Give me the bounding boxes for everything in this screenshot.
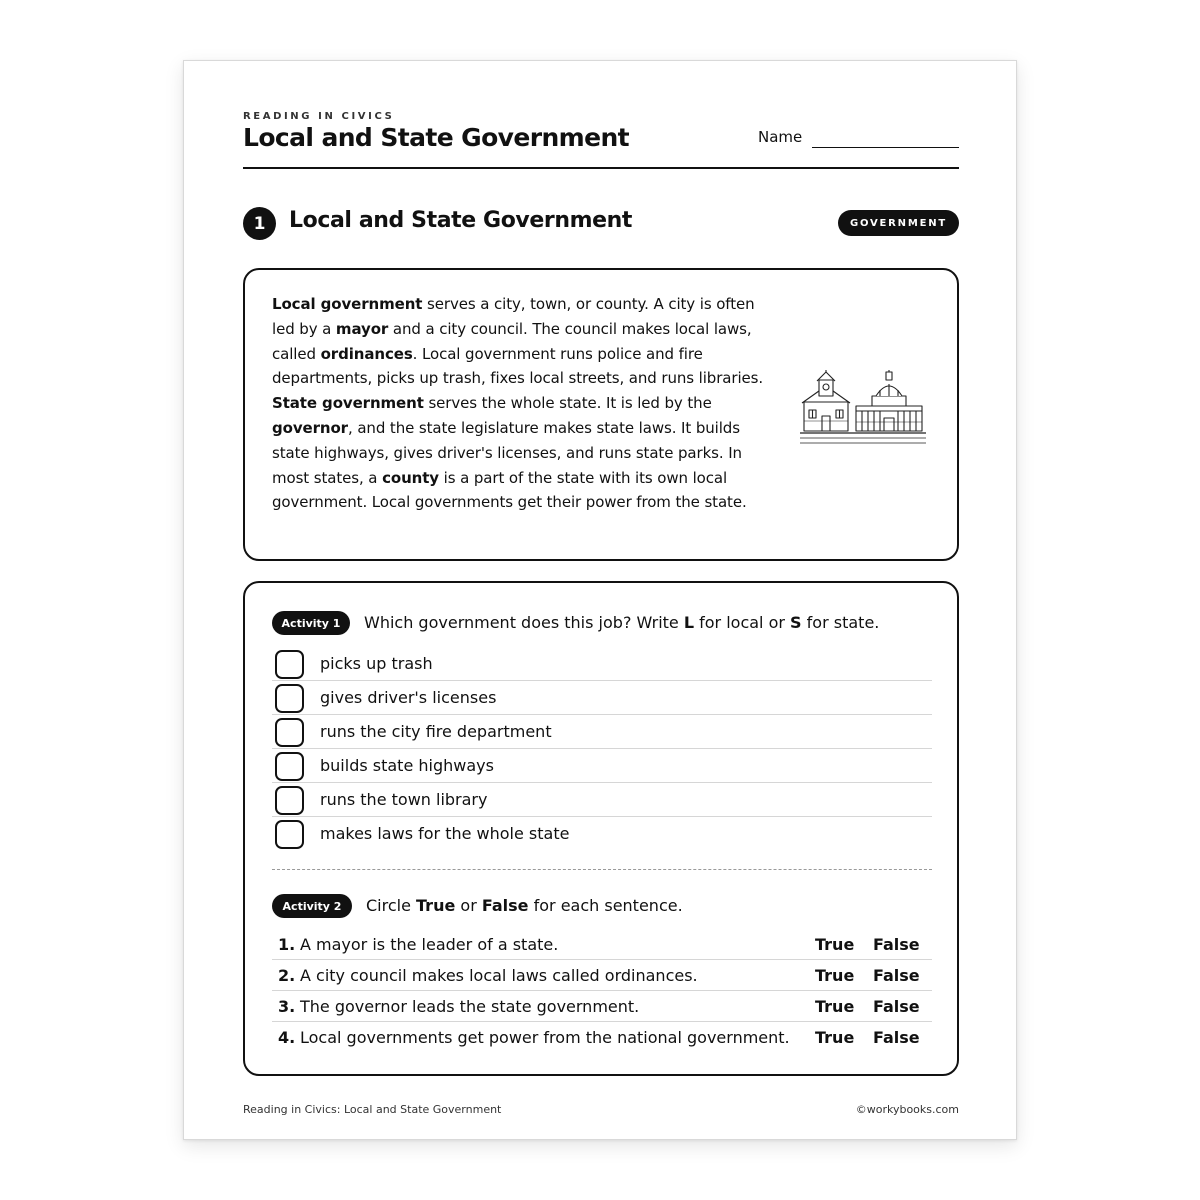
answer-box[interactable] [275,718,304,747]
key-term: mayor [335,319,389,338]
reading-passage [272,292,774,515]
job-description: runs the city fire department [320,722,552,741]
key-term: State government [272,394,424,413]
false-option[interactable]: False [873,997,920,1016]
activity-1-label: Activity 1 [272,611,350,635]
activity-2-prompt: Circle True or False for each sentence. [366,896,683,915]
section-title: Local and State Government [289,208,633,233]
reading-passage-box [243,268,959,561]
series-label: READING IN CIVICS [243,111,395,122]
statement-number: 4. [278,1028,296,1047]
checklist-row [272,647,932,681]
footer-title: Reading in Civics: Local and State Government [243,1103,502,1116]
name-label: Name [758,128,803,146]
section-number-badge: 1 [243,207,276,240]
statement-number: 1. [278,935,296,954]
job-description: picks up trash [320,654,433,673]
footer-copyright: ©workybooks.com [855,1103,959,1116]
activity-1-prompt: Which government does this job? Write L for local or S for state. [364,613,880,632]
true-option[interactable]: True [815,966,855,985]
checklist-row [272,715,932,749]
statement-text: A mayor is the leader of a state. [300,935,559,954]
answer-box[interactable] [275,820,304,849]
worksheet-content [243,61,959,1139]
activity-2-true-false-list [272,929,932,1053]
checklist-row [272,681,932,715]
job-description: makes laws for the whole state [320,824,570,843]
checklist-row [272,817,932,851]
statement-number: 2. [278,966,296,985]
true-option[interactable]: True [815,935,855,954]
true-option[interactable]: True [815,997,855,1016]
key-term: ordinances [320,344,413,363]
passage-text: , and the state legislature makes state laws. It builds state highways, gives driver's licenses, and runs state parks. In most states, a [272,418,742,487]
answer-box[interactable] [275,684,304,713]
passage-text: serves the whole state. It is led by the [423,394,712,413]
schoolhouse-and-capitol-illustration [800,370,930,458]
job-description: gives driver's licenses [320,688,497,707]
activity-1-checklist [272,647,932,851]
passage-text: and a city council. The council makes local laws, called [272,319,752,363]
false-option[interactable]: False [873,935,920,954]
key-term: governor [272,418,348,437]
checklist-row [272,749,932,783]
job-description: builds state highways [320,756,494,775]
key-term: county [382,468,439,487]
answer-box[interactable] [275,786,304,815]
worksheet-title: Local and State Government [243,123,629,152]
true-false-row [272,1022,932,1053]
schoolhouse-icon [802,370,850,431]
header-divider [243,167,959,169]
subject-tag: GOVERNMENT [838,210,959,236]
true-false-row [272,960,932,991]
name-field-line[interactable] [812,147,959,148]
true-false-row [272,991,932,1022]
checklist-row [272,783,932,817]
activity-divider [272,869,932,870]
activity-2-label: Activity 2 [272,894,352,918]
worksheet-page [183,60,1017,1140]
statement-text: The governor leads the state government. [300,997,640,1016]
key-term: Local government [272,295,423,313]
statement-text: A city council makes local laws called ordinances. [300,966,698,985]
true-false-row [272,929,932,960]
passage-text: serves a city, town, or county. A city is often led by a [272,295,755,338]
false-option[interactable]: False [873,1028,920,1047]
activities-box [243,581,959,1076]
statement-text: Local governments get power from the national government. [300,1028,790,1047]
passage-text: . Local government runs police and fire departments, picks up trash, fixes local streets, and runs libraries. [272,344,764,388]
false-option[interactable]: False [873,966,920,985]
statement-number: 3. [278,997,296,1016]
answer-box[interactable] [275,650,304,679]
true-option[interactable]: True [815,1028,855,1047]
answer-box[interactable] [275,752,304,781]
passage-text: is a part of the state with its own local government. Local governments get their power from the state. [272,468,747,512]
job-description: runs the town library [320,790,488,809]
capitol-building-icon [856,370,922,431]
